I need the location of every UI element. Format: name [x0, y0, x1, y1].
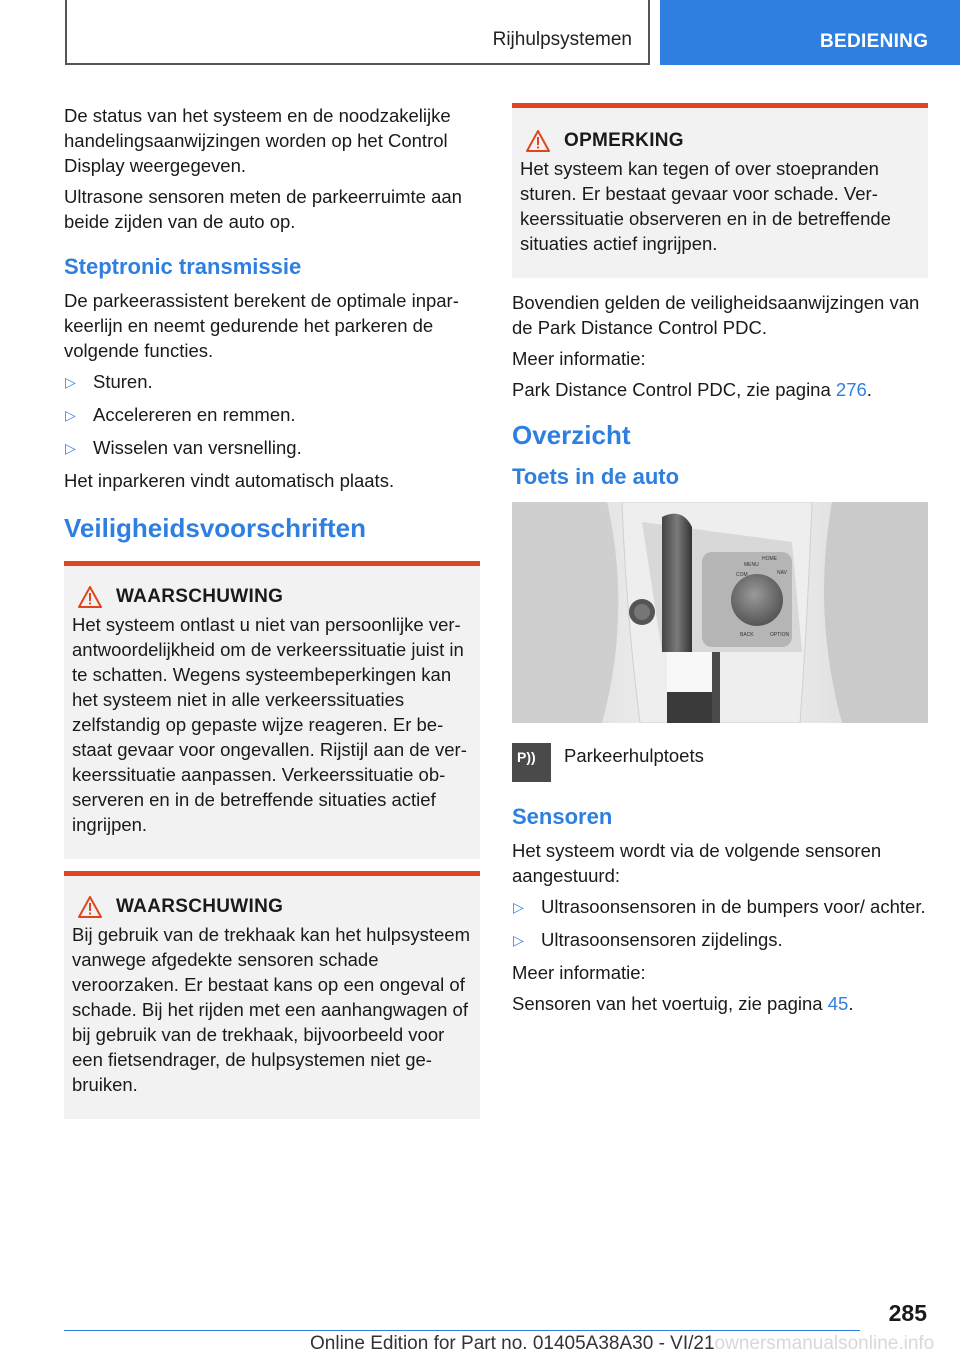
- page-link-45[interactable]: 45: [827, 993, 849, 1014]
- com-label: COM: [736, 572, 748, 578]
- back-label: BACK: [740, 632, 754, 638]
- pdc-paragraph: Bovendien gelden de veiligheidsaanwijzingen van de Park Distance Control PDC.: [512, 292, 920, 338]
- note-title: OPMERKING: [564, 130, 684, 151]
- watermark: ownersmanualsonline.info: [714, 1333, 935, 1354]
- warning-title: WAARSCHUWING: [116, 896, 284, 917]
- chapter-tab: [660, 0, 960, 65]
- warning-triangle-icon: [78, 586, 102, 608]
- list-item: ▷ Ultrasoonsensoren in de bumpers voor/ achter.: [512, 894, 928, 919]
- parking-assist-button-icon: P)): [512, 743, 551, 782]
- button-legend-label: Parkeerhulptoets: [564, 745, 704, 766]
- warning-text: Het systeem ontlast u niet van persoonlijke verantwoordelijkheid om de verkeerssituatie juist in te schatten. Wegens systeembeperkingen kan het systeem niet in alle verkeerssituaties zelfstandig op gepaste wijze reageren. Er bestaat gevaar voor ongevallen. Rijstijl aan de verkeerssituatie aanpassen. Verkeerssituatie observeren en in de betreffende situaties actief ingrijpen.: [72, 614, 467, 835]
- sensors-heading: Sensoren: [512, 804, 613, 829]
- functions-list: [64, 369, 480, 460]
- button-legend: [512, 743, 928, 782]
- warning-box-1: [64, 561, 480, 859]
- list-item: ▷ Sturen.: [64, 369, 480, 394]
- chapter-tab-label: BEDIENING: [820, 31, 929, 52]
- overview-heading: Overzicht: [512, 420, 631, 450]
- home-label: HOME: [762, 556, 777, 562]
- sensors-paragraph: Het systeem wordt via de volgende sensoren aangestuurd:: [512, 840, 882, 886]
- triangle-bullet-icon: ▷: [513, 932, 524, 948]
- more-info-label: Meer informatie:: [512, 348, 646, 369]
- page-link-276[interactable]: 276: [835, 379, 867, 400]
- triangle-bullet-icon: ▷: [65, 407, 76, 423]
- list-item: ▷ Ultrasoonsensoren zijdelings.: [512, 927, 928, 952]
- warning-title: WAARSCHUWING: [116, 586, 284, 607]
- nav-label: NAV: [777, 570, 787, 576]
- sensors-reference: Sensoren van het voertuig, zie pagina 45.: [512, 993, 854, 1014]
- right-column: [512, 103, 928, 1022]
- warning-triangle-icon: [526, 130, 550, 152]
- note-box: [512, 103, 928, 278]
- warning-triangle-icon: [78, 896, 102, 918]
- warning-box-2: [64, 871, 480, 1119]
- footer-divider: [64, 1330, 860, 1331]
- sensors-list: [512, 894, 928, 952]
- button-heading: Toets in de auto: [512, 464, 680, 489]
- list-item: ▷ Wisselen van versnelling.: [64, 435, 480, 460]
- page-number: 285: [888, 1300, 927, 1326]
- console-photo: [512, 502, 928, 723]
- triangle-bullet-icon: ▷: [513, 899, 524, 915]
- header-section-box: [65, 0, 650, 65]
- option-label: OPTION: [770, 632, 790, 638]
- more-info-label: Meer informatie:: [512, 962, 646, 983]
- pdc-reference: Park Distance Control PDC, zie pagina 276.: [512, 379, 872, 400]
- note-text: Het systeem kan tegen of over stoepranden sturen. Er bestaat gevaar voor schade. Verkeerssituatie observeren en in de betreffende situaties actief ingrijpen.: [520, 158, 891, 254]
- menu-label: MENU: [744, 562, 759, 568]
- safety-heading: Veiligheidsvoorschriften: [64, 513, 366, 543]
- left-column: [64, 103, 480, 1119]
- triangle-bullet-icon: ▷: [65, 440, 76, 456]
- automatic-paragraph: Het inparkeren vindt automatisch plaats.: [64, 470, 395, 491]
- section-title: Rijhulpsystemen: [492, 29, 632, 50]
- steptronic-paragraph: De parkeerassistent berekent de optimale inparkeerlijn en neemt gedurende het parkeren de volgende functies.: [64, 290, 459, 361]
- steptronic-heading: Steptronic transmissie: [64, 254, 302, 279]
- warning-text: Bij gebruik van de trekhaak kan het hulpsysteem vanwege afgedekte sensoren schade veroorzaken. Er bestaat kans op een ongeval of schade. Bij het rijden met een aanhangwagen of bij gebruik van de trekhaak, bijvoorbeeld voor een fietsendrager, de hulpsystemen niet gebruiken.: [72, 924, 470, 1095]
- list-item: ▷ Accelereren en remmen.: [64, 402, 480, 427]
- footer-edition: Online Edition for Part no. 01405A38A30 - VI/21ownersmanualsonline.info: [310, 1333, 935, 1354]
- triangle-bullet-icon: ▷: [65, 374, 76, 390]
- center-console-image: [512, 502, 928, 723]
- intro-paragraph-2: Ultrasone sensoren meten de parkeerruimte aan beide zijden van de auto op.: [64, 186, 462, 232]
- intro-paragraph-1: De status van het systeem en de noodzakelijke handelingsaanwijzingen worden op het Control Display weergegeven.: [64, 105, 451, 176]
